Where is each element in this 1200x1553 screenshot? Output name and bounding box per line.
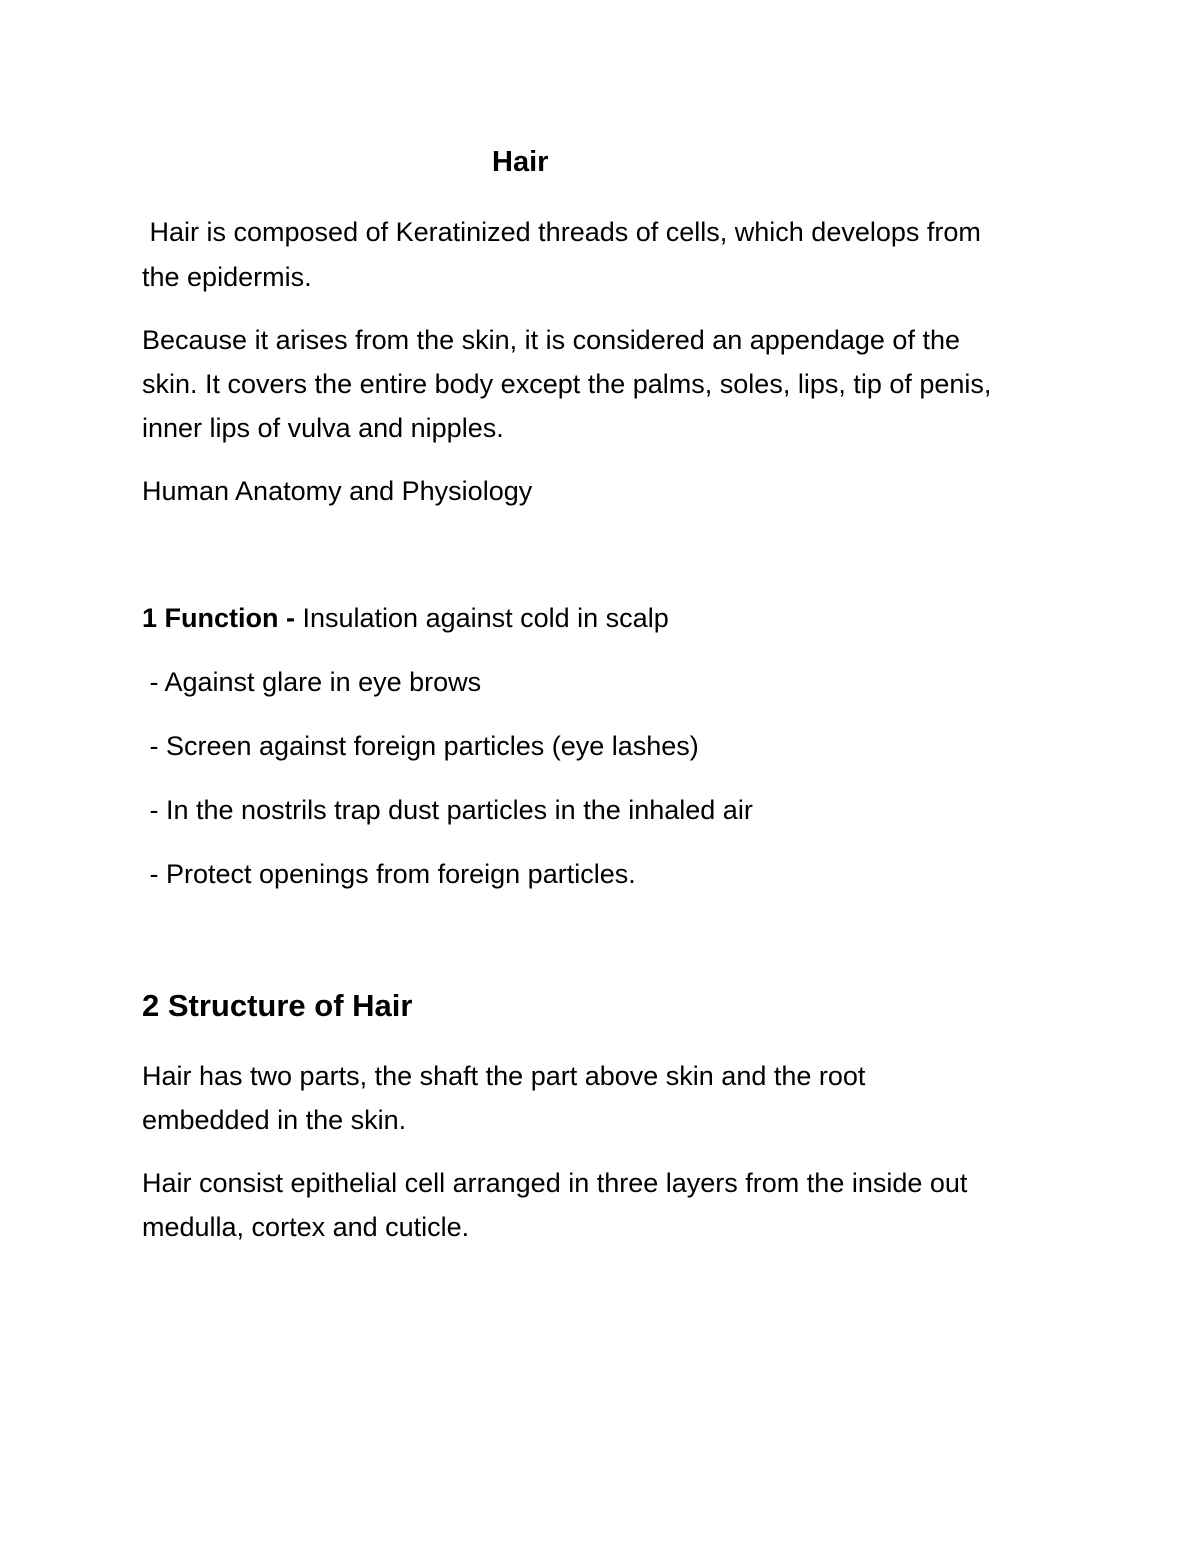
function-item-first: Insulation against cold in scalp <box>302 603 669 633</box>
source-line: Human Anatomy and Physiology <box>142 476 533 506</box>
function-item: - Against glare in eye brows <box>142 667 482 697</box>
paragraph-2-line-3: inner lips of vulva and nipples. <box>142 413 504 443</box>
function-heading-line <box>142 601 669 635</box>
function-item: - In the nostrils trap dust particles in the inhaled air <box>142 795 753 825</box>
intro-line-2: the epidermis. <box>142 262 312 292</box>
function-item: - Protect openings from foreign particles. <box>142 859 636 889</box>
structure-paragraph-1-line-2: embedded in the skin. <box>142 1105 407 1135</box>
page-title: Hair <box>492 146 549 178</box>
function-heading: 1 Function - <box>142 603 303 633</box>
structure-paragraph-2-line-1: Hair consist epithelial cell arranged in three layers from the inside out <box>142 1168 968 1198</box>
structure-paragraph-1-line-1: Hair has two parts, the shaft the part above skin and the root <box>142 1061 866 1091</box>
structure-paragraph-2-line-2: medulla, cortex and cuticle. <box>142 1212 470 1242</box>
structure-heading: 2 Structure of Hair <box>142 988 413 1023</box>
function-item: - Screen against foreign particles (eye lashes) <box>142 731 699 761</box>
paragraph-2-line-2: skin. It covers the entire body except the palms, soles, lips, tip of penis, <box>142 369 992 399</box>
intro-line-1: Hair is composed of Keratinized threads of cells, which develops from <box>142 217 981 247</box>
paragraph-2-line-1: Because it arises from the skin, it is considered an appendage of the <box>142 325 960 355</box>
